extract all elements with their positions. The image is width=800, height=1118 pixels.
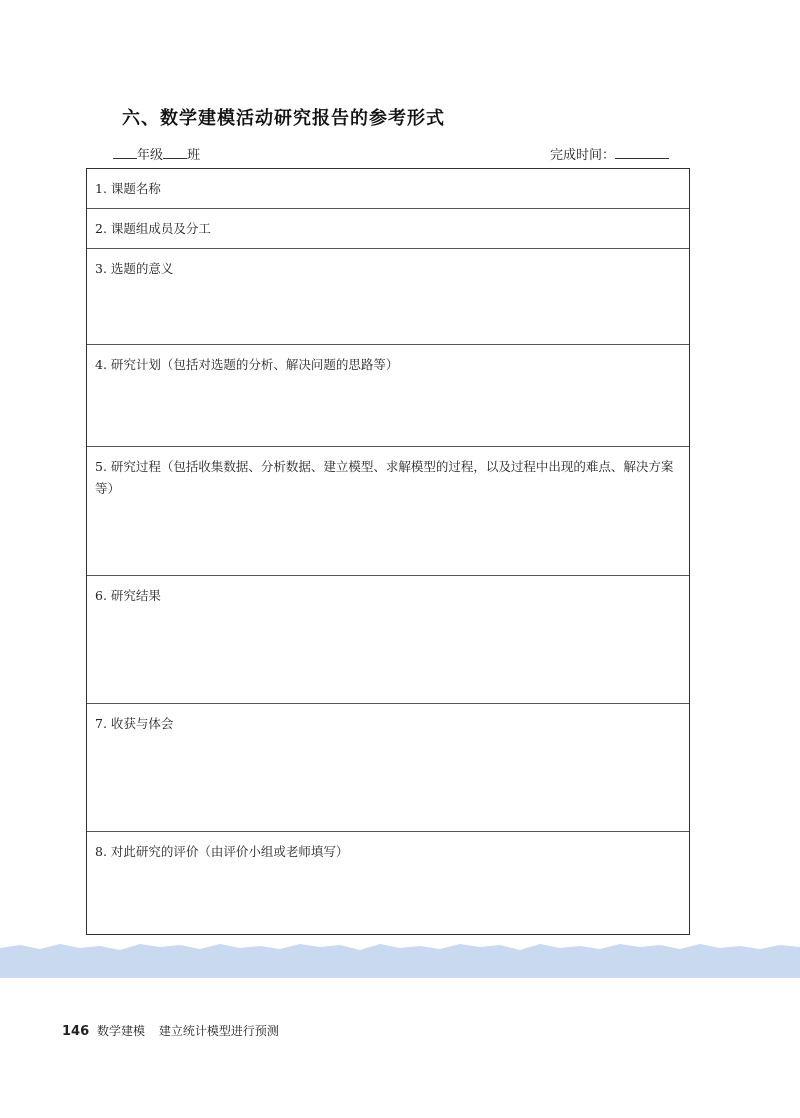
form-row-label: 6. 研究结果 [95, 588, 161, 603]
form-row-team-members [87, 208, 689, 248]
class-label: 班 [187, 148, 201, 163]
completion-time-line [550, 144, 669, 163]
form-row-evaluation [87, 831, 689, 934]
form-row-reflections [87, 703, 689, 831]
completion-time-label: 完成时间： [549, 148, 615, 163]
form-row-research-results [87, 575, 689, 703]
grade-blank [113, 145, 137, 159]
form-row-significance [87, 248, 689, 344]
form-row-label: 5. 研究过程（包括收集数据、分析数据、建立模型、求解模型的过程，以及过程中出现的难点、解决方案等） [95, 459, 674, 496]
report-form-table [86, 168, 690, 935]
meta-row [113, 144, 669, 164]
form-row-research-process [87, 446, 689, 575]
decorative-band [0, 938, 800, 978]
book-title: 数学建模 [96, 1024, 145, 1038]
form-row-label: 3. 选题的意义 [95, 261, 174, 276]
section-heading: 六、数学建模活动研究报告的参考形式 [122, 108, 445, 129]
band-shape [0, 944, 800, 978]
chapter-title: 建立统计模型进行预测 [158, 1024, 279, 1038]
completion-time-blank [615, 145, 669, 159]
form-row-label: 8. 对此研究的评价（由评价小组或老师填写） [95, 844, 349, 859]
grade-label: 年级 [137, 148, 164, 163]
page-number: 146 [62, 1024, 90, 1039]
grade-class-line [113, 144, 200, 163]
form-row-label: 4. 研究计划（包括对选题的分析、解决问题的思路等） [95, 357, 399, 372]
form-row-research-plan [87, 344, 689, 446]
form-row-label: 7. 收获与体会 [95, 716, 174, 731]
class-blank [163, 145, 187, 159]
form-row-topic-name [87, 169, 689, 208]
form-row-label: 2. 课题组成员及分工 [95, 221, 211, 236]
page-footer [62, 1022, 279, 1039]
form-row-label: 1. 课题名称 [95, 181, 161, 196]
